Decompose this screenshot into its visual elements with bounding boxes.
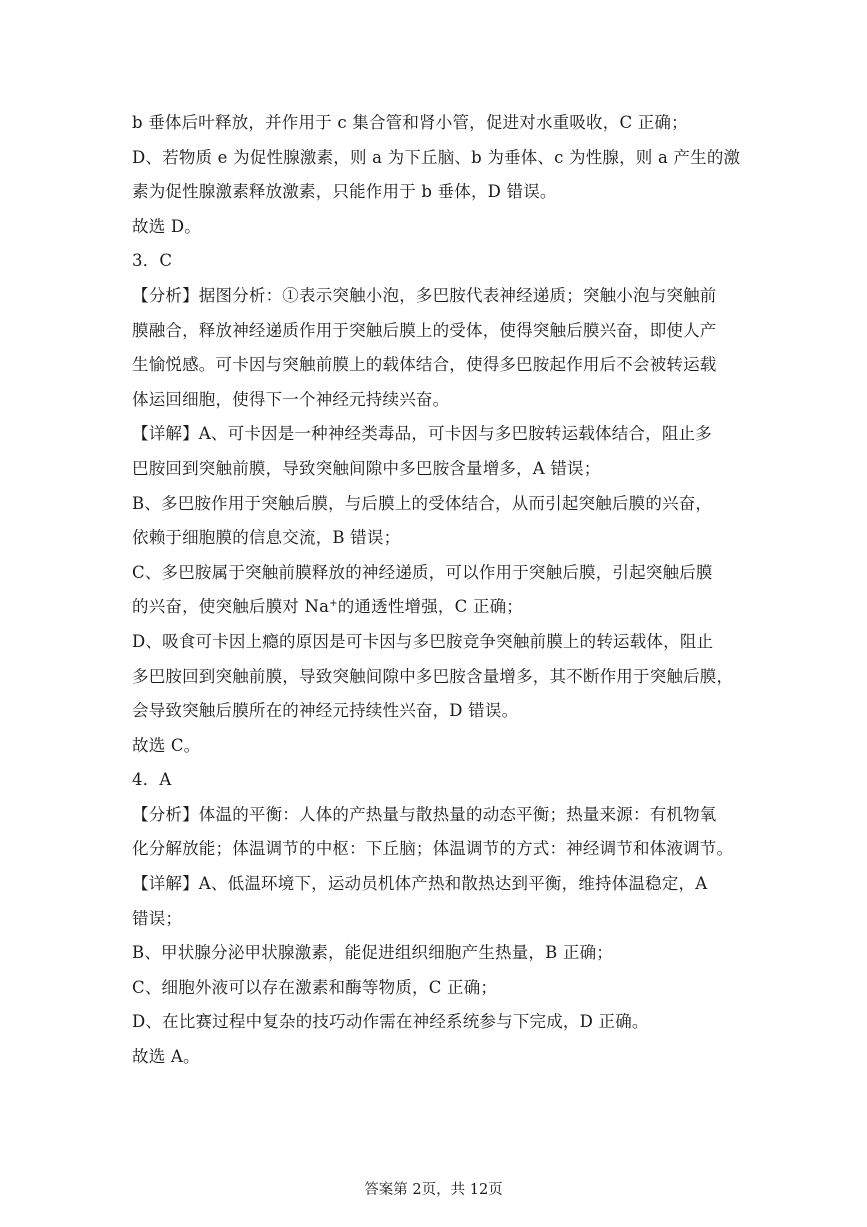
text-line: B、多巴胺作用于突触后膜，与后膜上的受体结合，从而引起突触后膜的兴奋， [132, 493, 713, 513]
text-line: D、在比赛过程中复杂的技巧动作需在神经系统参与下完成，D 正确。 [132, 1012, 649, 1032]
text-line: 巴胺回到突触前膜，导致突触间隙中多巴胺含量增多，A 错误； [132, 458, 601, 478]
text-line: 故选 A。 [132, 1047, 200, 1067]
text-line: 多巴胺回到突触前膜，导致突触间隙中多巴胺含量增多，其不断作用于突触后膜， [132, 666, 734, 686]
text-line: 生愉悦感。可卡因与突触前膜上的载体结合，使得多巴胺起作用后不会被转运载 [132, 355, 717, 375]
text-line: D、若物质 e 为促性腺激素，则 a 为下丘脑、b 为垂体、c 为性腺，则 a 产生的激 [132, 147, 741, 167]
analysis-line: 【分析】据图分析：①表示突触小泡，多巴胺代表神经递质；突触小泡与突触前 [132, 285, 717, 305]
explanation-line: 【详解】A、可卡因是一种神经类毒品，可卡因与多巴胺转运载体结合，阻止多 [132, 424, 712, 444]
text-line: 故选 D。 [132, 216, 201, 236]
text-line: 故选 C。 [132, 735, 201, 755]
text-line: C、多巴胺属于突触前膜释放的神经递质，可以作用于突触后膜，引起突触后膜 [132, 562, 713, 582]
text-line: 素为促性腺激素释放激素，只能作用于 b 垂体，D 错误。 [132, 182, 557, 202]
analysis-line: 【分析】体温的平衡：人体的产热量与散热量的动态平衡；热量来源：有机物氧 [132, 804, 717, 824]
text-line: B、甲状腺分泌甲状腺激素，能促进组织细胞产生热量，B 正确； [132, 943, 613, 963]
text-line: 依赖于细胞膜的信息交流，B 错误； [132, 528, 401, 548]
text-line: C、细胞外液可以存在激素和酶等物质，C 正确； [132, 977, 498, 997]
text-line: 会导致突触后膜所在的神经元持续性兴奋，D 错误。 [132, 701, 519, 721]
question-answer-4: 4．A [132, 770, 172, 790]
question-answer-3: 3．C [132, 251, 173, 271]
text-line: 化分解放能；体温调节的中枢：下丘脑；体温调节的方式：神经调节和体液调节。 [132, 839, 734, 859]
explanation-line: 【详解】A、低温环境下，运动员机体产热和散热达到平衡，维持体温稳定，A [132, 874, 708, 894]
answer-text-body [132, 106, 742, 1075]
text-line: 体运回细胞，使得下一个神经元持续兴奋。 [132, 389, 450, 409]
text-line: D、吸食可卡因上瘾的原因是可卡因与多巴胺竞争突触前膜上的转运载体，阻止 [132, 631, 714, 651]
page-footer: 答案第 2页，共 12页 [364, 1182, 503, 1198]
text-line: 错误； [132, 908, 183, 928]
text-line-with-superscript [132, 590, 742, 625]
superscript-plus: + [329, 598, 338, 610]
text-line: b 垂体后叶释放，并作用于 c 集合管和肾小管，促进对水重吸收，C 正确； [132, 113, 688, 132]
text-line: 膜融合，释放神经递质作用于突触后膜上的受体，使得突触后膜兴奋，即使人产 [132, 320, 717, 340]
text-segment: 的通透性增强，C 正确； [337, 597, 523, 617]
text-segment: 的兴奋，使突触后膜对 Na [132, 597, 330, 617]
